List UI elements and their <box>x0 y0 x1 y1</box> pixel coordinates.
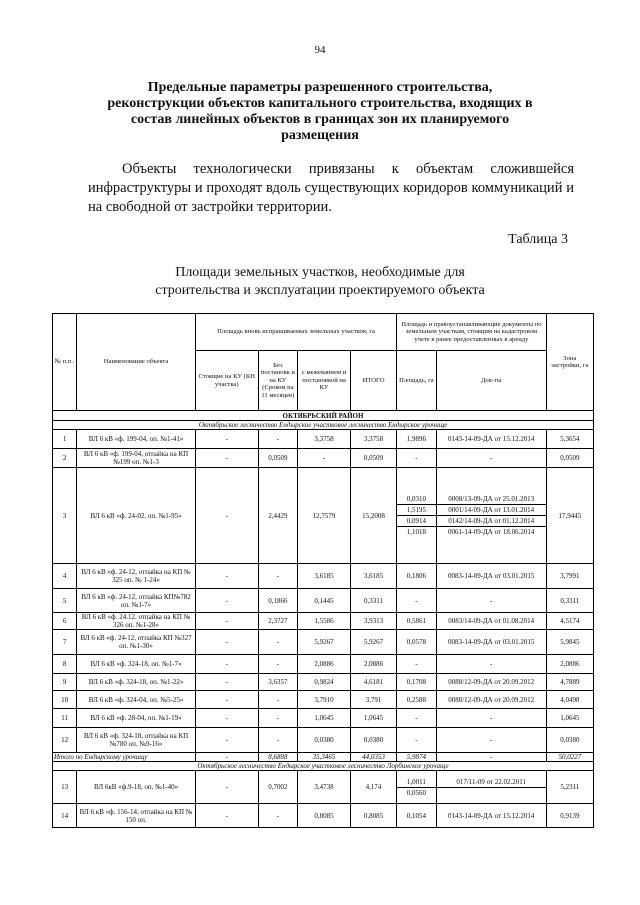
row-number: 6 <box>53 613 77 630</box>
table-row <box>53 468 594 564</box>
doc-reference <box>436 430 546 449</box>
survey-value: 5,9267 <box>298 630 351 655</box>
doc-area-line: - <box>415 454 418 462</box>
standing-ku-value: - <box>195 709 258 728</box>
total-value: 0,0509 <box>350 449 396 468</box>
subtotal-doc-area: 5,9874 <box>397 753 437 762</box>
doc-area <box>397 771 437 804</box>
doc-area <box>397 613 437 630</box>
table-row <box>53 771 594 804</box>
doc-area <box>397 449 437 468</box>
total-value: 3,9313 <box>350 613 396 630</box>
page-number: 94 <box>314 44 326 56</box>
doc-reference <box>436 804 546 828</box>
standing-ku-value: - <box>195 691 258 709</box>
row-number: 13 <box>53 771 77 804</box>
doc-reference <box>436 613 546 630</box>
total-value: 3,791 <box>350 691 396 709</box>
doc-area-line: 0,0310 <box>397 494 436 505</box>
doc-reference-line: 0088/12-09-ДА от 20.09.2012 <box>448 678 535 686</box>
row-number: 8 <box>53 655 77 674</box>
standing-ku-value: - <box>195 804 258 828</box>
no-ku-value: - <box>258 430 298 449</box>
object-name: ВЛ 6 кВ «ф. 24-12, отпайка КП№782 оп. №1-7» <box>77 589 196 613</box>
table-body <box>53 421 594 828</box>
col-num-header: № п.п . <box>53 314 77 411</box>
section-heading: Предельные параметры разрешенного строительства, реконструкции объектов капитального строительства, входящих в состав линейных объектов в границах зон их планируемого размещения <box>107 80 533 143</box>
doc-reference <box>436 564 546 589</box>
object-name: ВЛ 6 кВ «ф. 199-04, отпайка на КП №199 оп. №1-3 <box>77 449 196 468</box>
doc-reference-line <box>437 788 546 798</box>
intro-paragraph: Объекты технологически привязаны к объектам сложившейся инфраструктуры и проходят вдоль существующих коридоров коммуникаций и на свободной от застройки территории. <box>88 161 574 215</box>
zone-value: 3,7991 <box>546 564 593 589</box>
row-number: 5 <box>53 589 77 613</box>
survey-value: 3,6185 <box>298 564 351 589</box>
total-value: 0,8085 <box>350 804 396 828</box>
doc-reference <box>436 709 546 728</box>
doc-reference <box>436 468 546 564</box>
zone-value: 4,7889 <box>546 674 593 691</box>
doc-area-line: 0,0914 <box>397 516 436 527</box>
doc-reference-line: 017/11-09 от 22.02.2011 <box>437 777 546 788</box>
col-doc-area-header: Площадь, га <box>397 351 437 411</box>
doc-area-line: 0,1054 <box>406 811 427 820</box>
table-row <box>53 430 594 449</box>
standing-ku-value: - <box>195 613 258 630</box>
doc-area-line: - <box>415 714 418 722</box>
total-value: 0,3311 <box>350 589 396 613</box>
row-number: 9 <box>53 674 77 691</box>
standing-ku-value: - <box>195 589 258 613</box>
zone-value: 0,9139 <box>546 804 593 828</box>
survey-value: 1,0645 <box>298 709 351 728</box>
doc-reference-line: 0083-14-09-ДА от 03.01.2015 <box>448 572 535 580</box>
survey-value: 2,0886 <box>298 655 351 674</box>
col-area-group-header: Площадь вновь испрашиваемых земельных участков, га <box>195 314 396 351</box>
row-number: 4 <box>53 564 77 589</box>
doc-reference <box>436 771 546 804</box>
table-row <box>53 449 594 468</box>
object-name: ВЛ 6 кВ «ф. 24-02, оп. №1-95» <box>77 468 196 564</box>
standing-ku-value: - <box>195 564 258 589</box>
zone-value: 0,3311 <box>546 589 593 613</box>
subtotal-row <box>53 753 594 762</box>
no-ku-value: - <box>258 709 298 728</box>
doc-area-line: 0,1708 <box>406 678 427 686</box>
total-value: 3,6185 <box>350 564 396 589</box>
col-total-header: ИТОГО <box>350 351 396 411</box>
object-name: ВЛ 6 кВ «ф. 24-12, отпайка на КП № 325 оп. № 1-24» <box>77 564 196 589</box>
row-number: 12 <box>53 728 77 753</box>
doc-reference <box>436 630 546 655</box>
zone-value: 4,0498 <box>546 691 593 709</box>
survey-value: 0,1445 <box>298 589 351 613</box>
no-ku-value: - <box>258 728 298 753</box>
row-number: 14 <box>53 804 77 828</box>
zone-value: 0,0509 <box>546 449 593 468</box>
table-row <box>53 589 594 613</box>
doc-area-line: - <box>415 596 418 605</box>
no-ku-value: - <box>258 691 298 709</box>
no-ku-value: 0,0509 <box>258 449 298 468</box>
doc-area <box>397 468 437 564</box>
object-name: ВЛ 6 кВ «ф. 156-14, отпайка на КП № 150 оп. <box>77 804 196 828</box>
table-row <box>53 630 594 655</box>
doc-area <box>397 655 437 674</box>
no-ku-value: 0,1866 <box>258 589 298 613</box>
object-name: ВЛ 6 кВ «ф. 24.12. отпайка на КП № 326 оп. №1-28» <box>77 613 196 630</box>
survey-value: - <box>298 449 351 468</box>
doc-area-line: 0,5861 <box>406 617 427 625</box>
zone-value: 5,2311 <box>546 771 593 804</box>
doc-reference-line: - <box>490 596 493 605</box>
doc-reference-line: 0083/14-09-ДА от 01.08.2014 <box>448 617 535 625</box>
doc-reference-line: 0008/13-09-ДА от 25.01.2013 <box>437 494 546 505</box>
doc-reference <box>436 589 546 613</box>
survey-value: 0,0380 <box>298 728 351 753</box>
survey-value: 0,9824 <box>298 674 351 691</box>
row-number: 11 <box>53 709 77 728</box>
no-ku-value: 2,3727 <box>258 613 298 630</box>
doc-reference <box>436 655 546 674</box>
doc-reference-line: 0061-14-09-ДА от 18.06.2014 <box>448 528 535 536</box>
row-number: 7 <box>53 630 77 655</box>
table-row <box>53 728 594 753</box>
doc-area-line: 0,1806 <box>406 572 427 580</box>
object-name: ВЛ 6 кВ «ф. 24-12, отпайка КП №327 оп. №1-30» <box>77 630 196 655</box>
object-name: ВЛ 6 кВ «ф. 324-18, оп. №1-22» <box>77 674 196 691</box>
table-row <box>53 691 594 709</box>
no-ku-value: - <box>258 804 298 828</box>
col-docs-header: Док-ты <box>436 351 546 411</box>
survey-value: 12,7579 <box>298 468 351 564</box>
total-value: 3,3758 <box>350 430 396 449</box>
doc-reference <box>436 691 546 709</box>
table-row <box>53 613 594 630</box>
no-ku-value: 0,7002 <box>258 771 298 804</box>
doc-area-line: 1,0011 <box>397 777 436 788</box>
no-ku-value: - <box>258 655 298 674</box>
district-row: ОКТЯБРЬСКИЙ РАЙОН <box>53 411 594 421</box>
zone-value: 17,9445 <box>546 468 593 564</box>
object-name: ВЛ 6 кВ «ф. 324-18, отпайка на КП №780 оп. №9-16» <box>77 728 196 753</box>
table-caption: Площади земельных участков, необходимые для строительства и эксплуатации проектируемого объекта <box>155 265 485 298</box>
table-label: Таблица 3 <box>508 232 568 247</box>
no-ku-value: 3,6357 <box>258 674 298 691</box>
row-number: 2 <box>53 449 77 468</box>
doc-area <box>397 709 437 728</box>
survey-value: 3,7910 <box>298 691 351 709</box>
land-area-table <box>52 313 594 828</box>
table-row <box>53 655 594 674</box>
object-name: ВЛ 6кВ «ф.9-18, оп. №1-40» <box>77 771 196 804</box>
standing-ku-value: - <box>195 674 258 691</box>
col-survey-header: с межеванием и постановкой на КУ <box>298 351 351 411</box>
row-number: 3 <box>53 468 77 564</box>
subtotal-ku: - <box>195 753 258 762</box>
doc-area <box>397 804 437 828</box>
survey-value: 3,4738 <box>298 771 351 804</box>
doc-area <box>397 430 437 449</box>
doc-reference-line: - <box>490 736 493 744</box>
total-value: 4,6181 <box>350 674 396 691</box>
doc-area-line: 0,2588 <box>406 695 427 704</box>
subtotal-docs: - <box>436 753 546 762</box>
total-value: 2,0886 <box>350 655 396 674</box>
standing-ku-value: - <box>195 630 258 655</box>
standing-ku-value: - <box>195 655 258 674</box>
doc-reference-line: - <box>490 454 493 462</box>
no-ku-value: - <box>258 564 298 589</box>
zone-value: 4,5174 <box>546 613 593 630</box>
subtotal-label: Итого по Ендырскому урочищу <box>53 753 196 762</box>
total-value: 5,9267 <box>350 630 396 655</box>
doc-reference <box>436 728 546 753</box>
forestry-section-row: Октябрьское лесничество Ендырское участковое лесничество Ендырское урочище <box>53 421 594 430</box>
doc-area-line: 0,0578 <box>406 638 427 646</box>
col-noku-header: Без постановк и на КУ (Сроком на 11 месяцев) <box>258 351 298 411</box>
doc-area <box>397 674 437 691</box>
doc-reference-line: - <box>490 714 493 722</box>
survey-value: 0,8085 <box>298 804 351 828</box>
standing-ku-value: - <box>195 771 258 804</box>
zone-value: 2,0886 <box>546 655 593 674</box>
doc-area <box>397 589 437 613</box>
total-value: 4,174 <box>350 771 396 804</box>
doc-reference-line: 0143-14-09-ДА от 15.12.2014 <box>448 435 535 443</box>
doc-area-line: 0,0560 <box>406 788 427 797</box>
standing-ku-value: - <box>195 430 258 449</box>
doc-area-line: - <box>415 660 418 668</box>
survey-value: 3,3758 <box>298 430 351 449</box>
object-name: ВЛ 6 кВ «ф. 199-04, оп. №1-41» <box>77 430 196 449</box>
zone-value: 5,3654 <box>546 430 593 449</box>
total-value: 0,0380 <box>350 728 396 753</box>
subtotal-noku: 8,6888 <box>258 753 298 762</box>
subtotal-total: 44,0353 <box>350 753 396 762</box>
standing-ku-value: - <box>195 468 258 564</box>
doc-area-line: 1,9896 <box>406 435 427 443</box>
standing-ku-value: - <box>195 449 258 468</box>
subtotal-zone: 50,0227 <box>546 753 593 762</box>
object-name: ВЛ 6 кВ «ф. 28-04, оп. №1-19» <box>77 709 196 728</box>
col-standing-header: Стоящие на КУ (КН участка) <box>195 351 258 411</box>
total-value: 1,0645 <box>350 709 396 728</box>
zone-value: 1,0645 <box>546 709 593 728</box>
no-ku-value: - <box>258 630 298 655</box>
col-docs-group-header: Площадь и правоустанавливающие документы по земельным участкам, стоящим на кадастровом учете в ранее предоставленных в аренду <box>397 314 547 351</box>
table-row <box>53 709 594 728</box>
object-name: ВЛ 6 кВ «ф. 324-18, оп. №1-7» <box>77 655 196 674</box>
zone-value: 0,0380 <box>546 728 593 753</box>
doc-area <box>397 564 437 589</box>
doc-area <box>397 728 437 753</box>
row-number: 1 <box>53 430 77 449</box>
total-value: 15,2008 <box>350 468 396 564</box>
doc-reference-line: 0142/14-09-ДА от 01.12.2014 <box>437 516 546 527</box>
doc-reference-line: - <box>490 660 493 668</box>
object-name: ВЛ 6 кВ «ф. 324-04, оп. №5-25» <box>77 691 196 709</box>
standing-ku-value: - <box>195 728 258 753</box>
table-row <box>53 804 594 828</box>
doc-reference <box>436 449 546 468</box>
survey-value: 1,5586 <box>298 613 351 630</box>
row-number: 10 <box>53 691 77 709</box>
doc-area-line: 1,5195 <box>397 505 436 516</box>
no-ku-value: 2,4429 <box>258 468 298 564</box>
table-row <box>53 564 594 589</box>
forestry-section-row: Октябрьское лесничество Ендырское участковое лесничество Лорбинское урочище <box>53 762 594 771</box>
col-name-header: Наименование объекта <box>77 314 196 411</box>
doc-area-line: 1,1018 <box>406 528 427 536</box>
col-zone-header: Зона застройки, га <box>546 314 593 411</box>
doc-reference <box>436 674 546 691</box>
doc-reference-line: 0143-14-09-ДА от 15.12.2014 <box>448 811 535 820</box>
doc-reference-line: 0083-14-09-ДА от 03.01.2015 <box>448 638 535 646</box>
doc-reference-line: 0001/14-09-ДА от 13.01.2014 <box>437 505 546 516</box>
doc-area <box>397 691 437 709</box>
zone-value: 5,9845 <box>546 630 593 655</box>
doc-reference-line: 0088/12-09-ДА от 20.09.2012 <box>448 695 535 704</box>
doc-area-line: - <box>415 736 418 744</box>
table-row <box>53 674 594 691</box>
subtotal-survey: 35,3465 <box>298 753 351 762</box>
doc-area <box>397 630 437 655</box>
